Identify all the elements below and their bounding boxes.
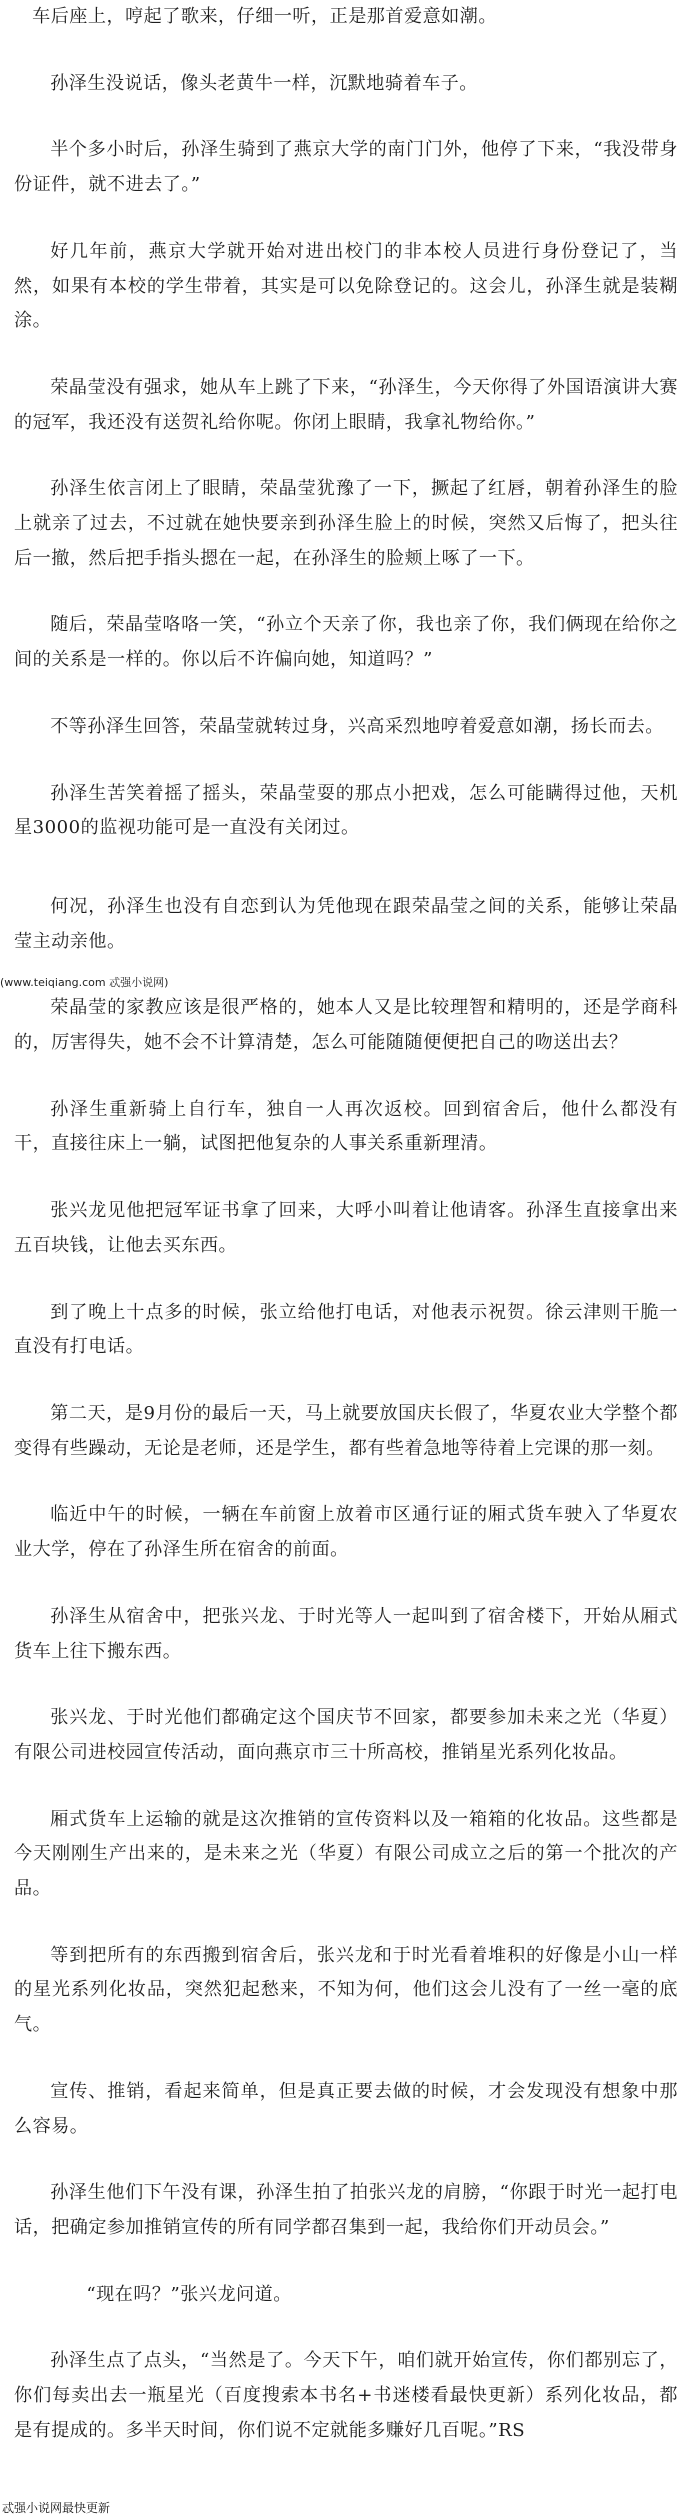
paragraph: 张兴龙、于时光他们都确定这个国庆节不回家，都要参加未来之光（华夏）有限公司进校园宣传活动，面向燕京市三十所高校，推销星光系列化妆品。 — [14, 1707, 678, 1763]
paragraph: 荣晶莹的家教应该是很严格的，她本人又是比较理智和精明的，还是学商科的，厉害得失，她不会不计算清楚，怎么可能随随便便把自己的吻送出去？ — [14, 997, 678, 1054]
paragraph: 随后，荣晶莹咯咯一笑，“孙立个天亲了你，我也亲了你，我们俩现在给你之间的关系是一样的。你以后不许偏向她，知道吗？” — [14, 614, 678, 671]
paragraph: 宣传、推销，看起来简单，但是真正要去做的时候，才会发现没有想象中那么容易。 — [14, 2080, 678, 2137]
paragraph: 孙泽生重新骑上自行车，独自一人再次返校。回到宿舍后，他什么都没有干，直接往床上一躺，试图把他复杂的人事关系重新理清。 — [14, 1098, 678, 1155]
paragraph: 何况，孙泽生也没有自恋到认为凭他现在跟荣晶莹之间的关系，能够让荣晶莹主动亲他。 — [14, 895, 678, 952]
paragraph: 临近中午的时候，一辆在车前窗上放着市区通行证的厢式货车驶入了华夏农业大学，停在了孙泽生所在宿舍的前面。 — [14, 1504, 678, 1561]
paragraph: 厢式货车上运输的就是这次推销的宣传资料以及一箱箱的化妆品。这些都是今天刚刚生产出来的，是未来之光（华夏）有限公司成立之后的第一个批次的产品。 — [14, 1808, 678, 1900]
paragraph: 不等孙泽生回答，荣晶莹就转过身，兴高采烈地哼着爱意如潮，扬长而去。 — [50, 715, 664, 737]
paragraph: 孙泽生从宿舍中，把张兴龙、于时光等人一起叫到了宿舍楼下，开始从厢式货车上往下搬东西。 — [14, 1605, 678, 1662]
paragraph: 好几年前，燕京大学就开始对进出校门的非本校人员进行身份登记了，当然，如果有本校的学生带着，其实是可以免除登记的。这会儿，孙泽生就是装糊涂。 — [14, 240, 678, 332]
source-credit: (www.teiqiang.com 忒强小说网) — [0, 976, 169, 989]
paragraph: 孙泽生他们下午没有课，孙泽生拍了拍张兴龙的肩膀，“你跟于时光一起打电话，把确定参加推销宣传的所有同学都召集到一起，我给你们开动员会。” — [14, 2182, 678, 2238]
paragraph: 第二天，是9月份的最后一天，马上就要放国庆长假了，华夏农业大学整个都变得有些躁动，无论是老师，还是学生，都有些着急地等待着上完课的那一刻。 — [14, 1402, 678, 1459]
paragraph: 孙泽生没说话，像头老黄牛一样，沉默地骑着车子。 — [50, 72, 478, 94]
paragraph: 半个多小时后，孙泽生骑到了燕京大学的南门门外，他停了下来，“我没带身份证件，就不进去了。” — [14, 139, 678, 196]
paragraph: 等到把所有的东西搬到宿舍后，张兴龙和于时光看着堆积的好像是小山一样的星光系列化妆品，突然犯起愁来，不知为何，他们这会儿没有了一丝一毫的底气。 — [14, 1944, 678, 2036]
paragraph: 车后座上，哼起了歌来，仔细一听，正是那首爱意如潮。 — [32, 6, 497, 27]
paragraph: “现在吗？”张兴龙问道。 — [86, 2283, 292, 2305]
paragraph: 张兴龙见他把冠军证书拿了回来，大呼小叫着让他请客。孙泽生直接拿出来五百块钱，让他去买东西。 — [14, 1200, 678, 1256]
paragraph: 荣晶莹没有强求，她从车上跳了下来，“孙泽生，今天你得了外国语演讲大赛的冠军，我还没有送贺礼给你呢。你闭上眼睛，我拿礼物给你。” — [14, 376, 678, 433]
paragraph: 孙泽生点了点头，“当然是了。今天下午，咱们就开始宣传，你们都别忘了，你们每卖出去一瓶星光（百度搜索本书名+书迷楼看最快更新）系列化妆品，都是有提成的。多半天时间，你们说不定就能多赚好几百呢。”RS — [14, 2350, 678, 2441]
footer-note: 忒强小说网最快更新 — [2, 2501, 111, 2515]
paragraph: 孙泽生依言闭上了眼睛，荣晶莹犹豫了一下，撅起了红唇，朝着孙泽生的脸上就亲了过去，不过就在她快要亲到孙泽生脸上的时候，突然又后悔了，把头往后一撤，然后把手指头摁在一起，在孙泽生的脸颊上啄了一下。 — [14, 478, 678, 569]
paragraph: 孙泽生苦笑着摇了摇头，荣晶莹耍的那点小把戏，怎么可能瞒得过他，天机星3000的监视功能可是一直没有关闭过。 — [14, 782, 678, 839]
paragraph: 到了晚上十点多的时候，张立给他打电话，对他表示祝贺。徐云津则干脆一直没有打电话。 — [14, 1301, 678, 1358]
